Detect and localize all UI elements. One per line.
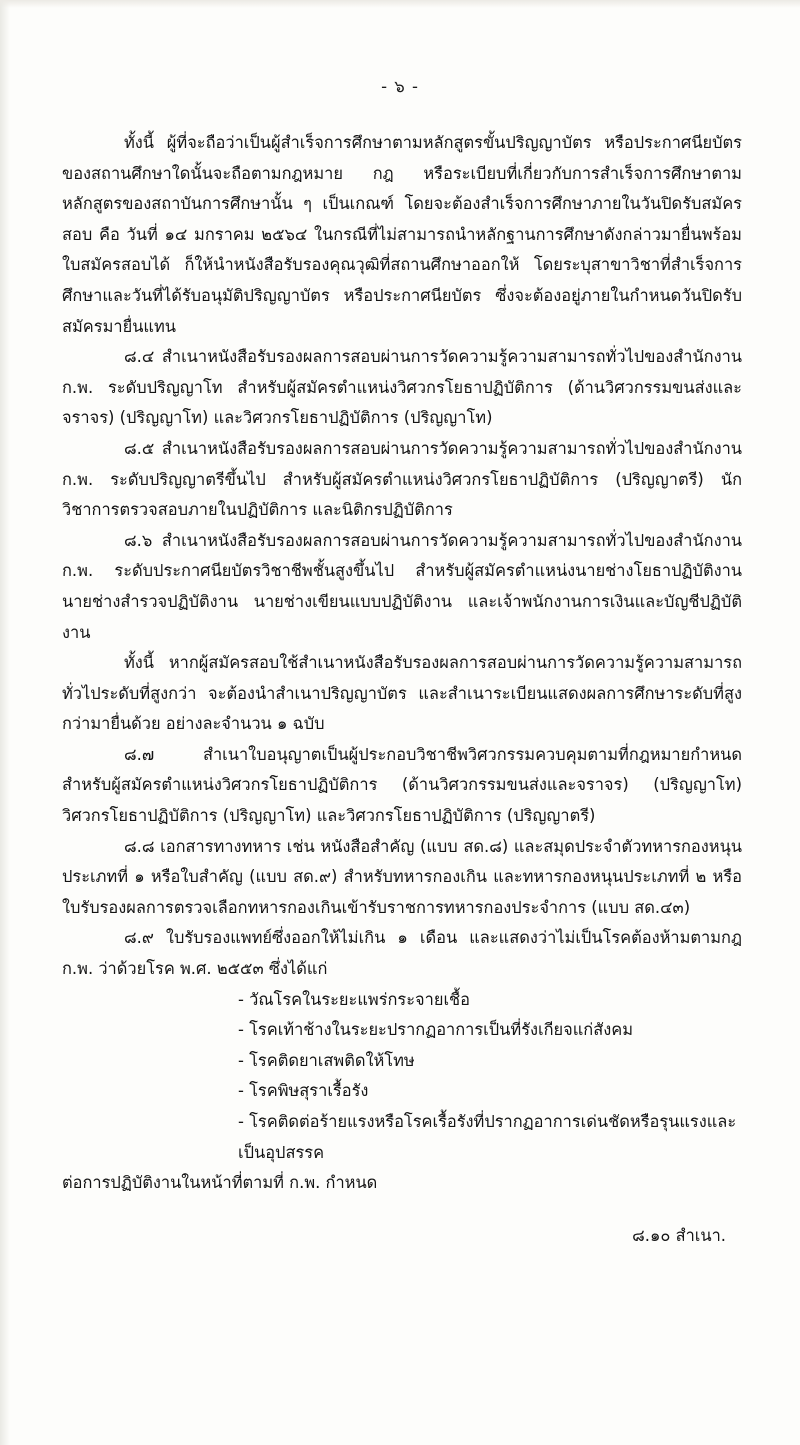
paragraph-after-list: ต่อการปฏิบัติงานในหน้าที่ตามที่ ก.พ. กำหนด: [62, 1173, 378, 1193]
list-item: - โรคเท้าช้างในระยะปรากฏอาการเป็นที่รังเกียจแก่สังคม: [238, 1020, 633, 1040]
page-number: - ๖ -: [381, 77, 419, 96]
paragraph-item-8-5: ๘.๕ สำเนาหนังสือรับรองผลการสอบผ่านการวัดความรู้ความสามารถทั่วไปของสำนักงาน ก.พ. ระดับปริญญาตรีขึ้นไป สำหรับผู้สมัครตำแหน่งวิศวกรโยธาปฏิบัติการ (ปริญญาตรี) นักวิชาการตรวจสอบภายในปฏิบัติการ และนิติกรปฏิบัติการ: [62, 438, 742, 520]
paragraph-note-higher-level: ทั้งนี้ หากผู้สมัครสอบใช้สำเนาหนังสือรับรองผลการสอบผ่านการวัดความรู้ความสามารถทั่วไประดับที่สูงกว่า จะต้องนำสำเนาปริญญาบัตร และสำเนาระเบียนแสดงผลการศึกษาระดับที่สูงกว่ามายื่นด้วย อย่างละจำนวน ๑ ฉบับ: [62, 653, 742, 734]
paragraph-intro: ทั้งนี้ ผู้ที่จะถือว่าเป็นผู้สำเร็จการศึกษาตามหลักสูตรขั้นปริญญาบัตร หรือประกาศนียบัตร ของสถานศึกษาใดนั้นจะถือตามกฎหมาย กฎ หรือระเบียบที่เกี่ยวกับการสำเร็จการศึกษาตามหลักสูตรของสถาบันการศึกษานั้น ๆ เป็นเกณฑ์ โดยจะต้องสำเร็จการศึกษาภายในวันปิดรับสมัครสอบ คือ วันที่ ๑๔ มกราคม ๒๕๖๔ ในกรณีที่ไม่สามารถนำหลักฐานการศึกษาดังกล่าวมายื่นพร้อมใบสมัครสอบได้ ก็ให้นำหนังสือรับรองคุณวุฒิที่สถานศึกษาออกให้ โดยระบุสาขาวิชาที่สำเร็จการศึกษาและวันที่ได้รับอนุมัติปริญญาบัตร หรือประกาศนียบัตร ซึ่งจะต้องอยู่ภายในกำหนดวันปิดรับสมัครมายื่นแทน: [62, 133, 742, 336]
list-item: - โรคติดยาเสพติดให้โทษ: [238, 1050, 415, 1070]
paragraph-item-8-9: ๘.๙ ใบรับรองแพทย์ซึ่งออกให้ไม่เกิน ๑ เดือน และแสดงว่าไม่เป็นโรคต้องห้ามตามกฎ ก.พ. ว่าด้วยโรค พ.ศ. ๒๕๕๓ ซึ่งได้แก่: [62, 928, 742, 979]
paragraph-closing-8-10: ๘.๑๐ สำเนา.: [632, 1225, 726, 1245]
paragraph-item-8-7: ๘.๗ สำเนาใบอนุญาตเป็นผู้ประกอบวิชาชีพวิศวกรรมควบคุมตามที่กฎหมายกำหนดสำหรับผู้สมัครตำแหน่งวิศวกรโยธาปฏิบัติการ (ด้านวิศวกรรมขนส่งและจราจร) (ปริญญาโท) วิศวกรโยธาปฏิบัติการ (ปริญญาโท) และวิศวกรโยธาปฏิบัติการ (ปริญญาตรี): [62, 744, 742, 826]
scan-edge-top: [0, 0, 800, 8]
list-item: - โรคพิษสุราเรื้อรัง: [238, 1081, 369, 1101]
scan-edge-left: [0, 0, 10, 1445]
paragraph-item-8-4: ๘.๔ สำเนาหนังสือรับรองผลการสอบผ่านการวัดความรู้ความสามารถทั่วไปของสำนักงาน ก.พ. ระดับปริญญาโท สำหรับผู้สมัครตำแหน่งวิศวกรโยธาปฏิบัติการ (ด้านวิศวกรรมขนส่งและจราจร) (ปริญญาโท) และวิศวกรโยธาปฏิบัติการ (ปริญญาโท): [62, 347, 742, 428]
list-item: - วัณโรคในระยะแพร่กระจายเชื้อ: [238, 989, 471, 1009]
paragraph-item-8-6: ๘.๖ สำเนาหนังสือรับรองผลการสอบผ่านการวัดความรู้ความสามารถทั่วไปของสำนักงาน ก.พ. ระดับประกาศนียบัตรวิชาชีพชั้นสูงขึ้นไป สำหรับผู้สมัครตำแหน่งนายช่างโยธาปฏิบัติงาน นายช่างสำรวจปฏิบัติงาน นายช่างเขียนแบบปฏิบัติงาน และเจ้าพนักงานการเงินและบัญชีปฏิบัติงาน: [62, 530, 742, 642]
paragraph-item-8-8: ๘.๘ เอกสารทางทหาร เช่น หนังสือสำคัญ (แบบ สด.๘) และสมุดประจำตัวทหารกองหนุน ประเภทที่ ๑ หรือใบสำคัญ (แบบ สด.๙) สำหรับทหารกองเกิน และทหารกองหนุนประเภทที่ ๒ หรือใบรับรองผลการตรวจเลือกทหารกองเกินเข้ารับราชการทหารกองประจำการ (แบบ สด.๔๓): [62, 836, 742, 917]
document-body: [62, 128, 742, 1251]
list-item: - โรคติดต่อร้ายแรงหรือโรคเรื้อรังที่ปรากฏอาการเด่นชัดหรือรุนแรงและเป็นอุปสรรค: [238, 1112, 737, 1162]
disease-list: [62, 985, 742, 1169]
